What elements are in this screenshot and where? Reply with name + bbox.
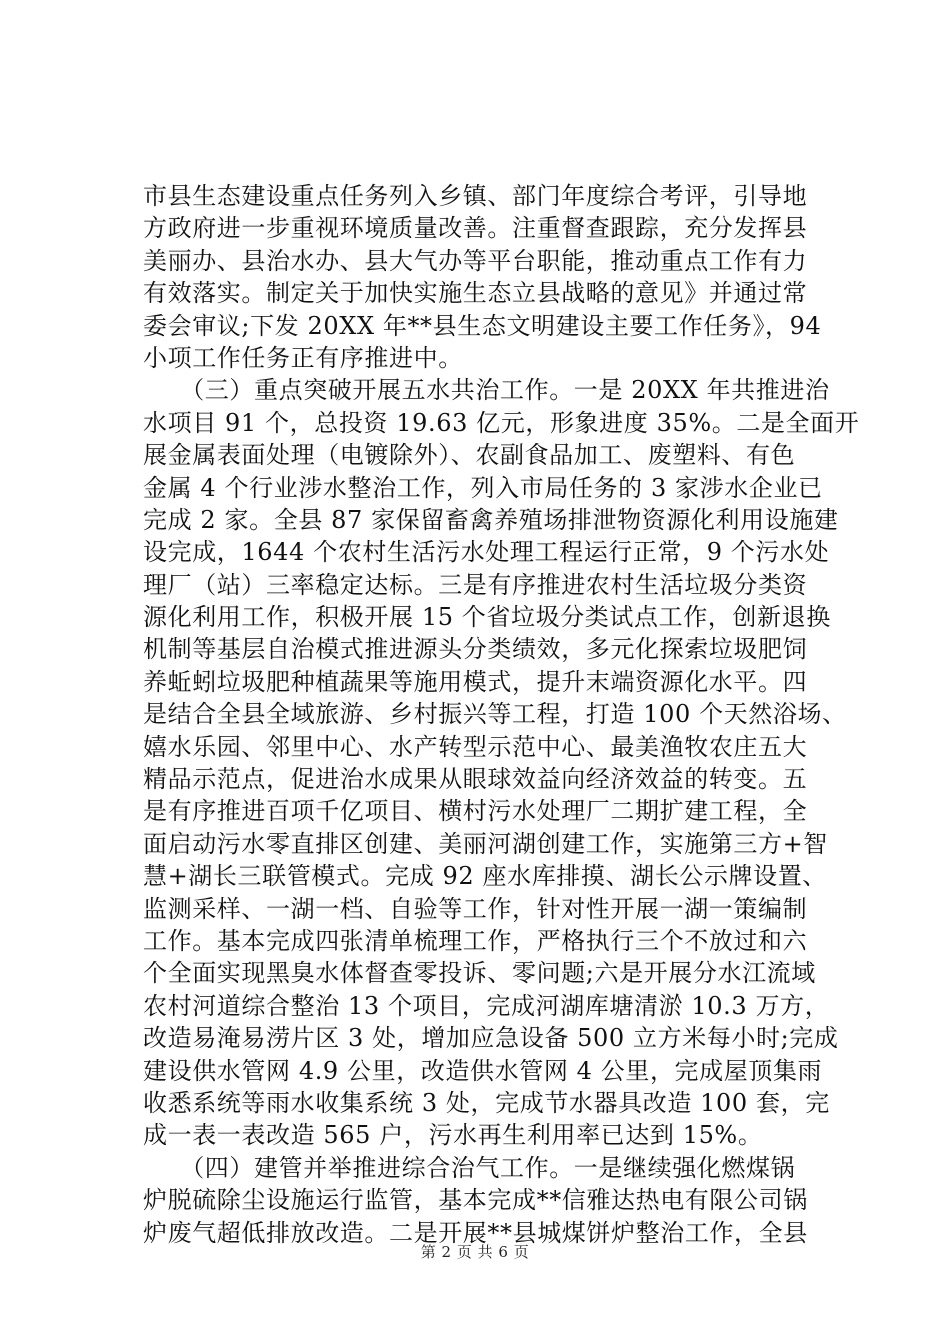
text-line: 完成 2 家。全县 87 家保留畜禽养殖场排泄物资源化利用设施建 (143, 505, 839, 534)
text-line: 炉脱硫除尘设施运行监管，基本完成**信雅达热电有限公司锅 (143, 1186, 808, 1215)
text-line: 有效落实。制定关于加快实施生态立县战略的意见》并通过常 (143, 279, 808, 308)
text-line: 设完成，1644 个农村生活污水处理工程运行正常，9 个污水处 (143, 538, 830, 567)
text-line: 方政府进一步重视环境质量改善。注重督查跟踪，充分发挥县 (143, 214, 808, 243)
page-number-footer: 第 2 页 共 6 页 (420, 1243, 530, 1261)
text-line: 慧+湖长三联管模式。完成 92 座水库排摸、湖长公示牌设置、 (143, 862, 827, 891)
text-line: （四）建管并举推进综合治气工作。一是继续强化燃煤锅 (143, 1153, 796, 1182)
text-line: 金属 4 个行业涉水整治工作，列入市局任务的 3 家涉水企业已 (143, 473, 823, 502)
text-line: 收悉系统等雨水收集系统 3 处，完成节水器具改造 100 套，完 (143, 1088, 830, 1117)
text-line: 机制等基层自治模式推进源头分类绩效，多元化探索垃圾肥饲 (143, 635, 808, 664)
text-line: 理厂（站）三率稳定达标。三是有序推进农村生活垃圾分类资 (143, 570, 808, 599)
text-line: 建设供水管网 4.9 公里，改造供水管网 4 公里，完成屋顶集雨 (143, 1056, 823, 1085)
text-line: 水项目 91 个，总投资 19.63 亿元，形象进度 35%。二是全面开 (143, 408, 860, 437)
text-line: 农村河道综合整治 13 个项目，完成河湖库塘清淤 10.3 万方， (143, 991, 830, 1020)
text-line: 市县生态建设重点任务列入乡镇、部门年度综合考评，引导地 (143, 182, 808, 210)
text-line: 嬉水乐园、邻里中心、水产转型示范中心、最美渔牧农庄五大 (143, 732, 808, 761)
text-line: 改造易淹易涝片区 3 处，增加应急设备 500 立方米每小时;完成 (143, 1024, 839, 1053)
text-line: 工作。基本完成四张清单梳理工作，严格执行三个不放过和六 (143, 926, 808, 955)
text-line: 源化利用工作，积极开展 15 个省垃圾分类试点工作，创新退换 (143, 603, 831, 632)
text-line: 展金属表面处理（电镀除外）、农副食品加工、废塑料、有色 (143, 441, 796, 470)
text-line: 是有序推进百项千亿项目、横村污水处理厂二期扩建工程，全 (143, 797, 808, 826)
text-line: 面启动污水零直排区创建、美丽河湖创建工作，实施第三方+智 (143, 829, 828, 858)
text-line: 是结合全县全域旅游、乡村振兴等工程，打造 100 个天然浴场、 (143, 700, 847, 729)
text-line: 炉废气超低排放改造。二是开展**县城煤饼炉整治工作，全县 (143, 1218, 808, 1247)
text-line: 成一表一表改造 565 户，污水再生利用率已达到 15%。 (143, 1121, 763, 1150)
text-line: 监测采样、一湖一档、自验等工作，针对性开展一湖一策编制 (143, 894, 808, 923)
text-line: 个全面实现黑臭水体督查零投诉、零问题;六是开展分水江流域 (143, 959, 816, 988)
text-line: （三）重点突破开展五水共治工作。一是 20XX 年共推进治 (143, 376, 830, 405)
text-line: 美丽办、县治水办、县大气办等平台职能，推动重点工作有力 (143, 246, 808, 275)
text-line: 小项工作任务正有序推进中。 (143, 343, 463, 372)
text-line: 养蚯蚓垃圾肥种植蔬果等施用模式，提升末端资源化水平。四 (143, 667, 808, 696)
text-line: 委会审议;下发 20XX 年**县生态文明建设主要工作任务》，94 (143, 311, 822, 340)
text-line: 精品示范点，促进治水成果从眼球效益向经济效益的转变。五 (143, 765, 808, 794)
document-body (143, 180, 860, 1249)
